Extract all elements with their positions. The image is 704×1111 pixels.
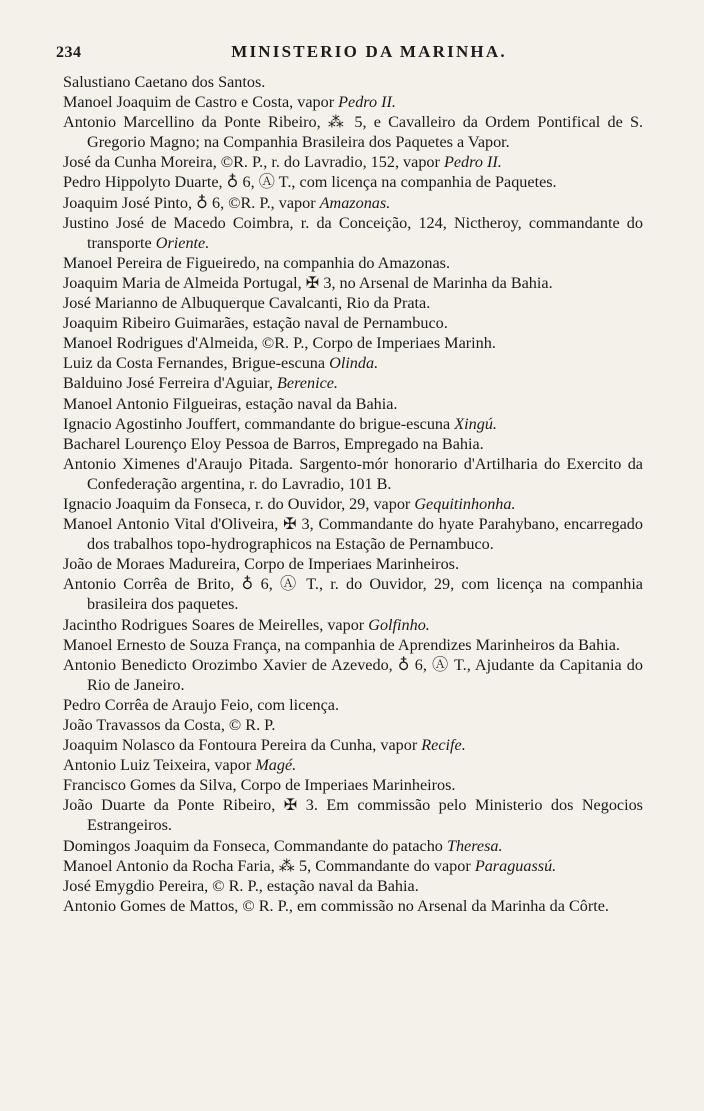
vessel-name: Xingú.	[454, 414, 497, 433]
vessel-name: Oriente.	[155, 233, 210, 252]
vessel-name: Theresa.	[446, 836, 503, 855]
entry-text: Antonio Gomes de Mattos, © R. P., em commissão no Arsenal da Marinha da Côrte.	[63, 896, 609, 915]
entry	[63, 856, 643, 876]
entry-text: Joaquim Nolasco da Fontoura Pereira da Cunha, vapor	[63, 736, 422, 755]
entry-text: Balduino José Ferreira d'Aguiar,	[63, 374, 278, 393]
entry-text: Manoel Ernesto de Souza França, na companhia de Aprendizes Marinheiros da Bahia.	[63, 635, 620, 654]
entry	[63, 775, 643, 795]
entry-text: José Marianno de Albuquerque Cavalcanti, Rio da Prata.	[63, 294, 431, 313]
vessel-name: Paraguassú.	[474, 856, 557, 875]
vessel-name: Pedro II.	[443, 153, 502, 172]
entry	[63, 434, 643, 454]
entry	[63, 715, 643, 735]
entry	[63, 193, 643, 213]
entry	[63, 635, 643, 655]
entry-text: Pedro Hippolyto Duarte, ♁ 6, Ⓐ T., com licença na companhia de Paquetes.	[63, 173, 557, 192]
entry-text: Antonio Ximenes d'Araujo Pitada. Sargento-mór honorario d'Artilharia do Exercito da Confederação argentina, r. do Lavradio, 101 B.	[63, 454, 643, 493]
entry	[63, 896, 643, 916]
entry	[63, 494, 643, 514]
entry-text: José Emygdio Pereira, © R. P., estação naval da Bahia.	[63, 876, 419, 895]
entry-text: João Travassos da Costa, © R. P.	[63, 716, 276, 734]
entry-list	[63, 72, 643, 916]
entry-text: Domingos Joaquim da Fonseca, Commandante do patacho	[63, 836, 447, 855]
entry-text: Manoel Antonio Filgueiras, estação naval da Bahia.	[63, 394, 398, 413]
entry-text: Joaquim Ribeiro Guimarães, estação naval de Pernambuco.	[63, 314, 448, 333]
entry	[63, 313, 643, 333]
entry-text: Antonio Luiz Teixeira, vapor	[63, 756, 256, 775]
entry-text: Manoel Antonio Vital d'Oliveira, ✠ 3, Commandante do hyate Parahybano, encarregado dos trabalhos topo-hydrographicos na Estação de Pernambuco.	[63, 515, 643, 554]
entry-text: Joaquim José Pinto, ♁ 6, ©R. P., vapor	[63, 193, 320, 212]
entry-text: João Duarte da Ponte Ribeiro, ✠ 3. Em commissão pelo Ministerio dos Negocios Estrangeiros.	[63, 796, 643, 835]
entry	[63, 333, 643, 353]
entry	[63, 72, 643, 92]
page-number: 234	[56, 44, 82, 61]
entry	[63, 293, 643, 313]
entry	[63, 273, 643, 293]
entry	[63, 615, 643, 635]
entry-text: Justino José de Macedo Coimbra, r. da Conceição, 124, Nictheroy, commandante do transporte	[63, 213, 643, 252]
entry-text: Manoel Pereira de Figueiredo, na companhia do Amazonas.	[63, 253, 451, 272]
entry-text: Jacintho Rodrigues Soares de Meirelles, vapor	[63, 615, 369, 634]
page-header	[56, 42, 642, 68]
entry	[63, 574, 643, 614]
entry-text: Antonio Marcellino da Ponte Ribeiro, ⁂ 5, e Cavalleiro da Ordem Pontifical de S. Gregorio Magno; na Companhia Brasileira dos Paquetes a Vapor.	[63, 113, 643, 152]
entry-text: José da Cunha Moreira, ©R. P., r. do Lavradio, 152, vapor	[63, 153, 444, 172]
entry-text: Manoel Rodrigues d'Almeida, ©R. P., Corpo de Imperiaes Marinh.	[63, 334, 496, 353]
vessel-name: Berenice.	[277, 374, 338, 393]
entry	[63, 213, 643, 253]
running-head: MINISTERIO DA MARINHA.	[231, 42, 507, 61]
vessel-name: Pedro II.	[338, 93, 396, 112]
entry	[63, 92, 643, 112]
entry-text: Bacharel Lourenço Eloy Pessoa de Barros, Empregado na Bahia.	[63, 434, 484, 453]
entry	[63, 172, 643, 192]
entry-text: Joaquim Maria de Almeida Portugal, ✠ 3, no Arsenal de Marinha da Bahia.	[63, 273, 553, 292]
entry-text: Salustiano Caetano dos Santos.	[63, 73, 266, 91]
entry-text: Luiz da Costa Fernandes, Brigue-escuna	[63, 354, 330, 373]
entry-text: Antonio Corrêa de Brito, ♁ 6, Ⓐ T., r. do Ouvidor, 29, com licença na companhia brasileira dos paquetes.	[63, 575, 643, 614]
entry-text: Manoel Antonio da Rocha Faria, ⁂ 5, Commandante do vapor	[63, 856, 475, 875]
vessel-name: Olinda.	[329, 354, 379, 373]
entry	[63, 795, 643, 835]
entry	[63, 394, 643, 414]
entry	[63, 353, 643, 373]
entry-text: Ignacio Agostinho Jouffert, commandante do brigue-escuna	[63, 414, 455, 433]
entry	[63, 836, 643, 856]
vessel-name: Amazonas.	[319, 193, 391, 212]
entry	[63, 554, 643, 574]
entry-text: João de Moraes Madureira, Corpo de Imperiaes Marinheiros.	[63, 555, 460, 574]
vessel-name: Golfinho.	[368, 615, 430, 634]
entry	[63, 876, 643, 896]
entry	[63, 514, 643, 554]
vessel-name: Gequitinhonha.	[414, 494, 516, 513]
entry	[63, 414, 643, 434]
entry	[63, 454, 643, 494]
vessel-name: Magé.	[255, 756, 297, 775]
entry	[63, 655, 643, 695]
entry-text: Ignacio Joaquim da Fonseca, r. do Ouvidor, 29, vapor	[63, 494, 415, 513]
entry	[63, 112, 643, 152]
entry	[63, 695, 643, 715]
entry	[63, 735, 643, 755]
entry-text: Pedro Corrêa de Araujo Feio, com licença.	[63, 695, 339, 714]
entry-text: Antonio Benedicto Orozimbo Xavier de Azevedo, ♁ 6, Ⓐ T., Ajudante da Capitania do Rio de Janeiro.	[63, 655, 643, 694]
vessel-name: Recife.	[421, 736, 466, 755]
entry	[63, 152, 643, 172]
entry-text: Francisco Gomes da Silva, Corpo de Imperiaes Marinheiros.	[63, 776, 456, 795]
entry	[63, 755, 643, 775]
entry-text: Manoel Joaquim de Castro e Costa, vapor	[63, 93, 339, 112]
entry	[63, 253, 643, 273]
entry	[63, 373, 643, 393]
